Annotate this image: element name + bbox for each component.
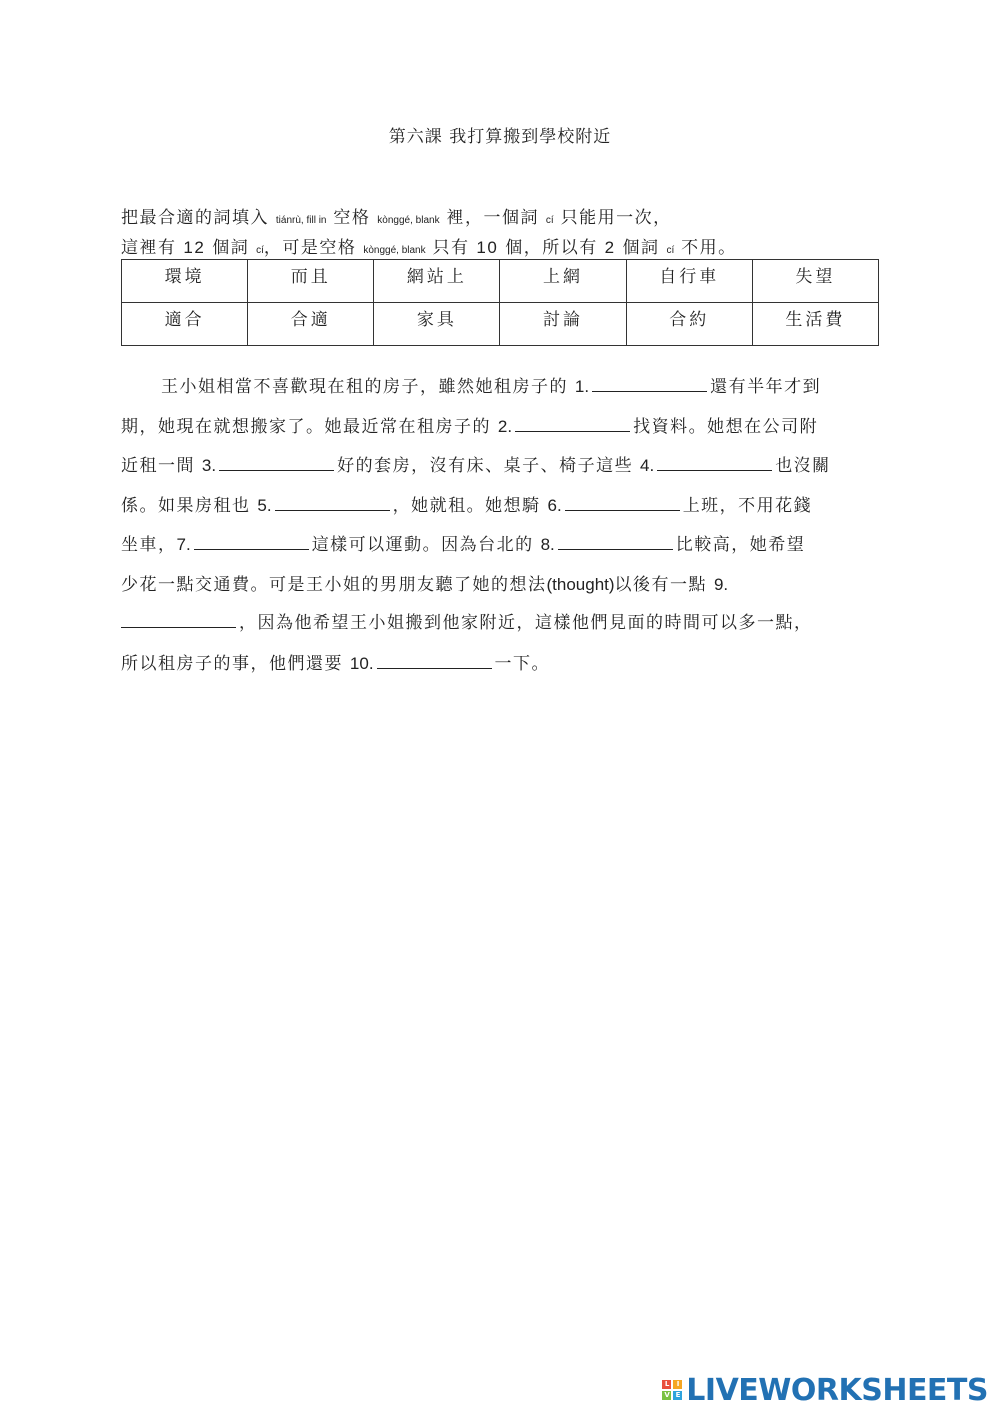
- word-bank-cell: 家具: [374, 303, 500, 346]
- instruction-line-1: [121, 203, 672, 228]
- word-bank-cell: 上網: [500, 260, 626, 303]
- passage-line: [121, 407, 891, 447]
- blank-8[interactable]: [558, 548, 673, 550]
- blank-7[interactable]: [194, 548, 309, 550]
- passage-text: 坐車，: [121, 535, 177, 555]
- word-bank-cell: 失望: [752, 260, 878, 303]
- word-bank-cell: 適合: [122, 303, 248, 346]
- passage-text: ，因為他希望王小姐搬到他家附近，這樣他們見面的時間可以多一點，: [239, 613, 813, 633]
- instruction-text: 只有: [425, 238, 477, 258]
- instruction-text: ，可是空格: [263, 238, 364, 258]
- passage-text: 近租一間: [121, 456, 202, 476]
- pinyin-note: cí: [256, 245, 264, 256]
- logo-mark-i: I: [673, 1380, 682, 1389]
- passage-text: 一下。: [494, 653, 551, 674]
- passage-line: [121, 565, 891, 605]
- passage-text: 期，她現在就想搬家了。她最近常在租房子的: [121, 416, 498, 437]
- passage: [121, 367, 891, 683]
- instruction-text: 個，所以有: [498, 238, 605, 258]
- logo-mark-e: E: [673, 1391, 682, 1400]
- blank-6[interactable]: [565, 509, 680, 511]
- passage-text: 王小姐相當不喜歡現在租的房子，雖然她租房子的: [161, 377, 575, 397]
- instruction-text: 個詞: [615, 238, 667, 258]
- passage-line: [121, 367, 891, 407]
- passage-line: [121, 446, 891, 486]
- pinyin-note: cí: [545, 215, 554, 226]
- passage-text: 所以租房子的事，他們還要: [121, 653, 350, 674]
- word-bank-row: [122, 260, 879, 303]
- passage-text: 係。如果房租也: [121, 495, 258, 516]
- blank-1[interactable]: [592, 390, 707, 392]
- instruction-text: 把最合適的詞填入: [121, 208, 276, 228]
- instruction-line-2: [121, 233, 737, 258]
- passage-text: 還有半年才到: [710, 377, 822, 397]
- passage-line: [121, 486, 891, 526]
- word-bank-cell: 而且: [248, 260, 374, 303]
- instruction-number: 10: [476, 238, 499, 257]
- word-bank-cell: 合適: [248, 303, 374, 346]
- liveworksheets-logo: [662, 1372, 988, 1408]
- blank-number: 4.: [640, 456, 655, 475]
- blank-number: 2.: [497, 416, 513, 436]
- instruction-text: 這裡有: [121, 238, 184, 258]
- blank-number: 1.: [574, 377, 590, 396]
- logo-text: LIVEWORKSHEETS: [686, 1372, 988, 1408]
- word-bank-cell: 自行車: [626, 260, 752, 303]
- blank-3[interactable]: [219, 469, 334, 471]
- blank-number: 6.: [547, 495, 562, 515]
- passage-line: [121, 525, 891, 565]
- pinyin-note: kònggé, blank: [363, 245, 426, 256]
- passage-text: 找資料。她想在公司附: [633, 416, 819, 437]
- passage-text: 好的套房，沒有床、桌子、椅子這些: [337, 456, 640, 476]
- blank-9[interactable]: [121, 626, 236, 628]
- blank-number: 7.: [176, 535, 191, 554]
- pinyin-note: cí: [666, 245, 675, 256]
- instruction-text: 裡，一個詞: [439, 208, 546, 228]
- instruction-number: 12: [183, 238, 206, 257]
- instruction-text: 不用。: [674, 238, 737, 258]
- passage-text: 以後有一點: [614, 574, 714, 595]
- instruction-text: 個詞: [205, 238, 257, 258]
- blank-number: 8.: [540, 535, 555, 554]
- passage-text: 比較高，她希望: [675, 535, 806, 555]
- passage-line: [121, 604, 891, 644]
- page-title: 第六課 我打算搬到學校附近: [388, 127, 612, 147]
- blank-2[interactable]: [515, 430, 630, 432]
- word-bank-cell: 環境: [122, 260, 248, 303]
- blank-10[interactable]: [377, 667, 492, 669]
- passage-text: 上班，不用花錢: [682, 495, 813, 516]
- passage-text: 這樣可以運動。因為台北的: [311, 535, 541, 555]
- word-bank-row: [122, 303, 879, 346]
- logo-mark-icon: [662, 1380, 682, 1400]
- word-bank-cell: 網站上: [374, 260, 500, 303]
- blank-number: 9.: [713, 574, 729, 594]
- english-gloss: (thought): [546, 574, 615, 594]
- passage-text: 也沒關: [775, 456, 831, 476]
- passage-text: 少花一點交通費。可是王小姐的男朋友聽了她的想法: [121, 574, 547, 595]
- blank-number: 5.: [257, 495, 272, 515]
- word-bank-cell: 討論: [500, 303, 626, 346]
- pinyin-note: tiánrù, fill in: [275, 215, 327, 226]
- blank-5[interactable]: [275, 509, 390, 511]
- passage-line: [121, 644, 891, 684]
- blank-number: 10.: [349, 653, 374, 673]
- blank-4[interactable]: [657, 469, 772, 471]
- instruction-text: 只能用一次，: [553, 208, 672, 228]
- word-bank-cell: 合約: [626, 303, 752, 346]
- instruction-number: 2: [604, 238, 616, 257]
- blank-number: 3.: [201, 456, 217, 475]
- logo-mark-l: L: [662, 1380, 671, 1389]
- passage-text: ，她就租。她想騎: [392, 495, 548, 516]
- pinyin-note: kònggé, blank: [377, 215, 440, 226]
- word-bank-cell: 生活費: [752, 303, 878, 346]
- word-bank-table: [121, 259, 879, 346]
- logo-mark-v: V: [662, 1391, 671, 1400]
- instruction-text: 空格: [326, 208, 378, 228]
